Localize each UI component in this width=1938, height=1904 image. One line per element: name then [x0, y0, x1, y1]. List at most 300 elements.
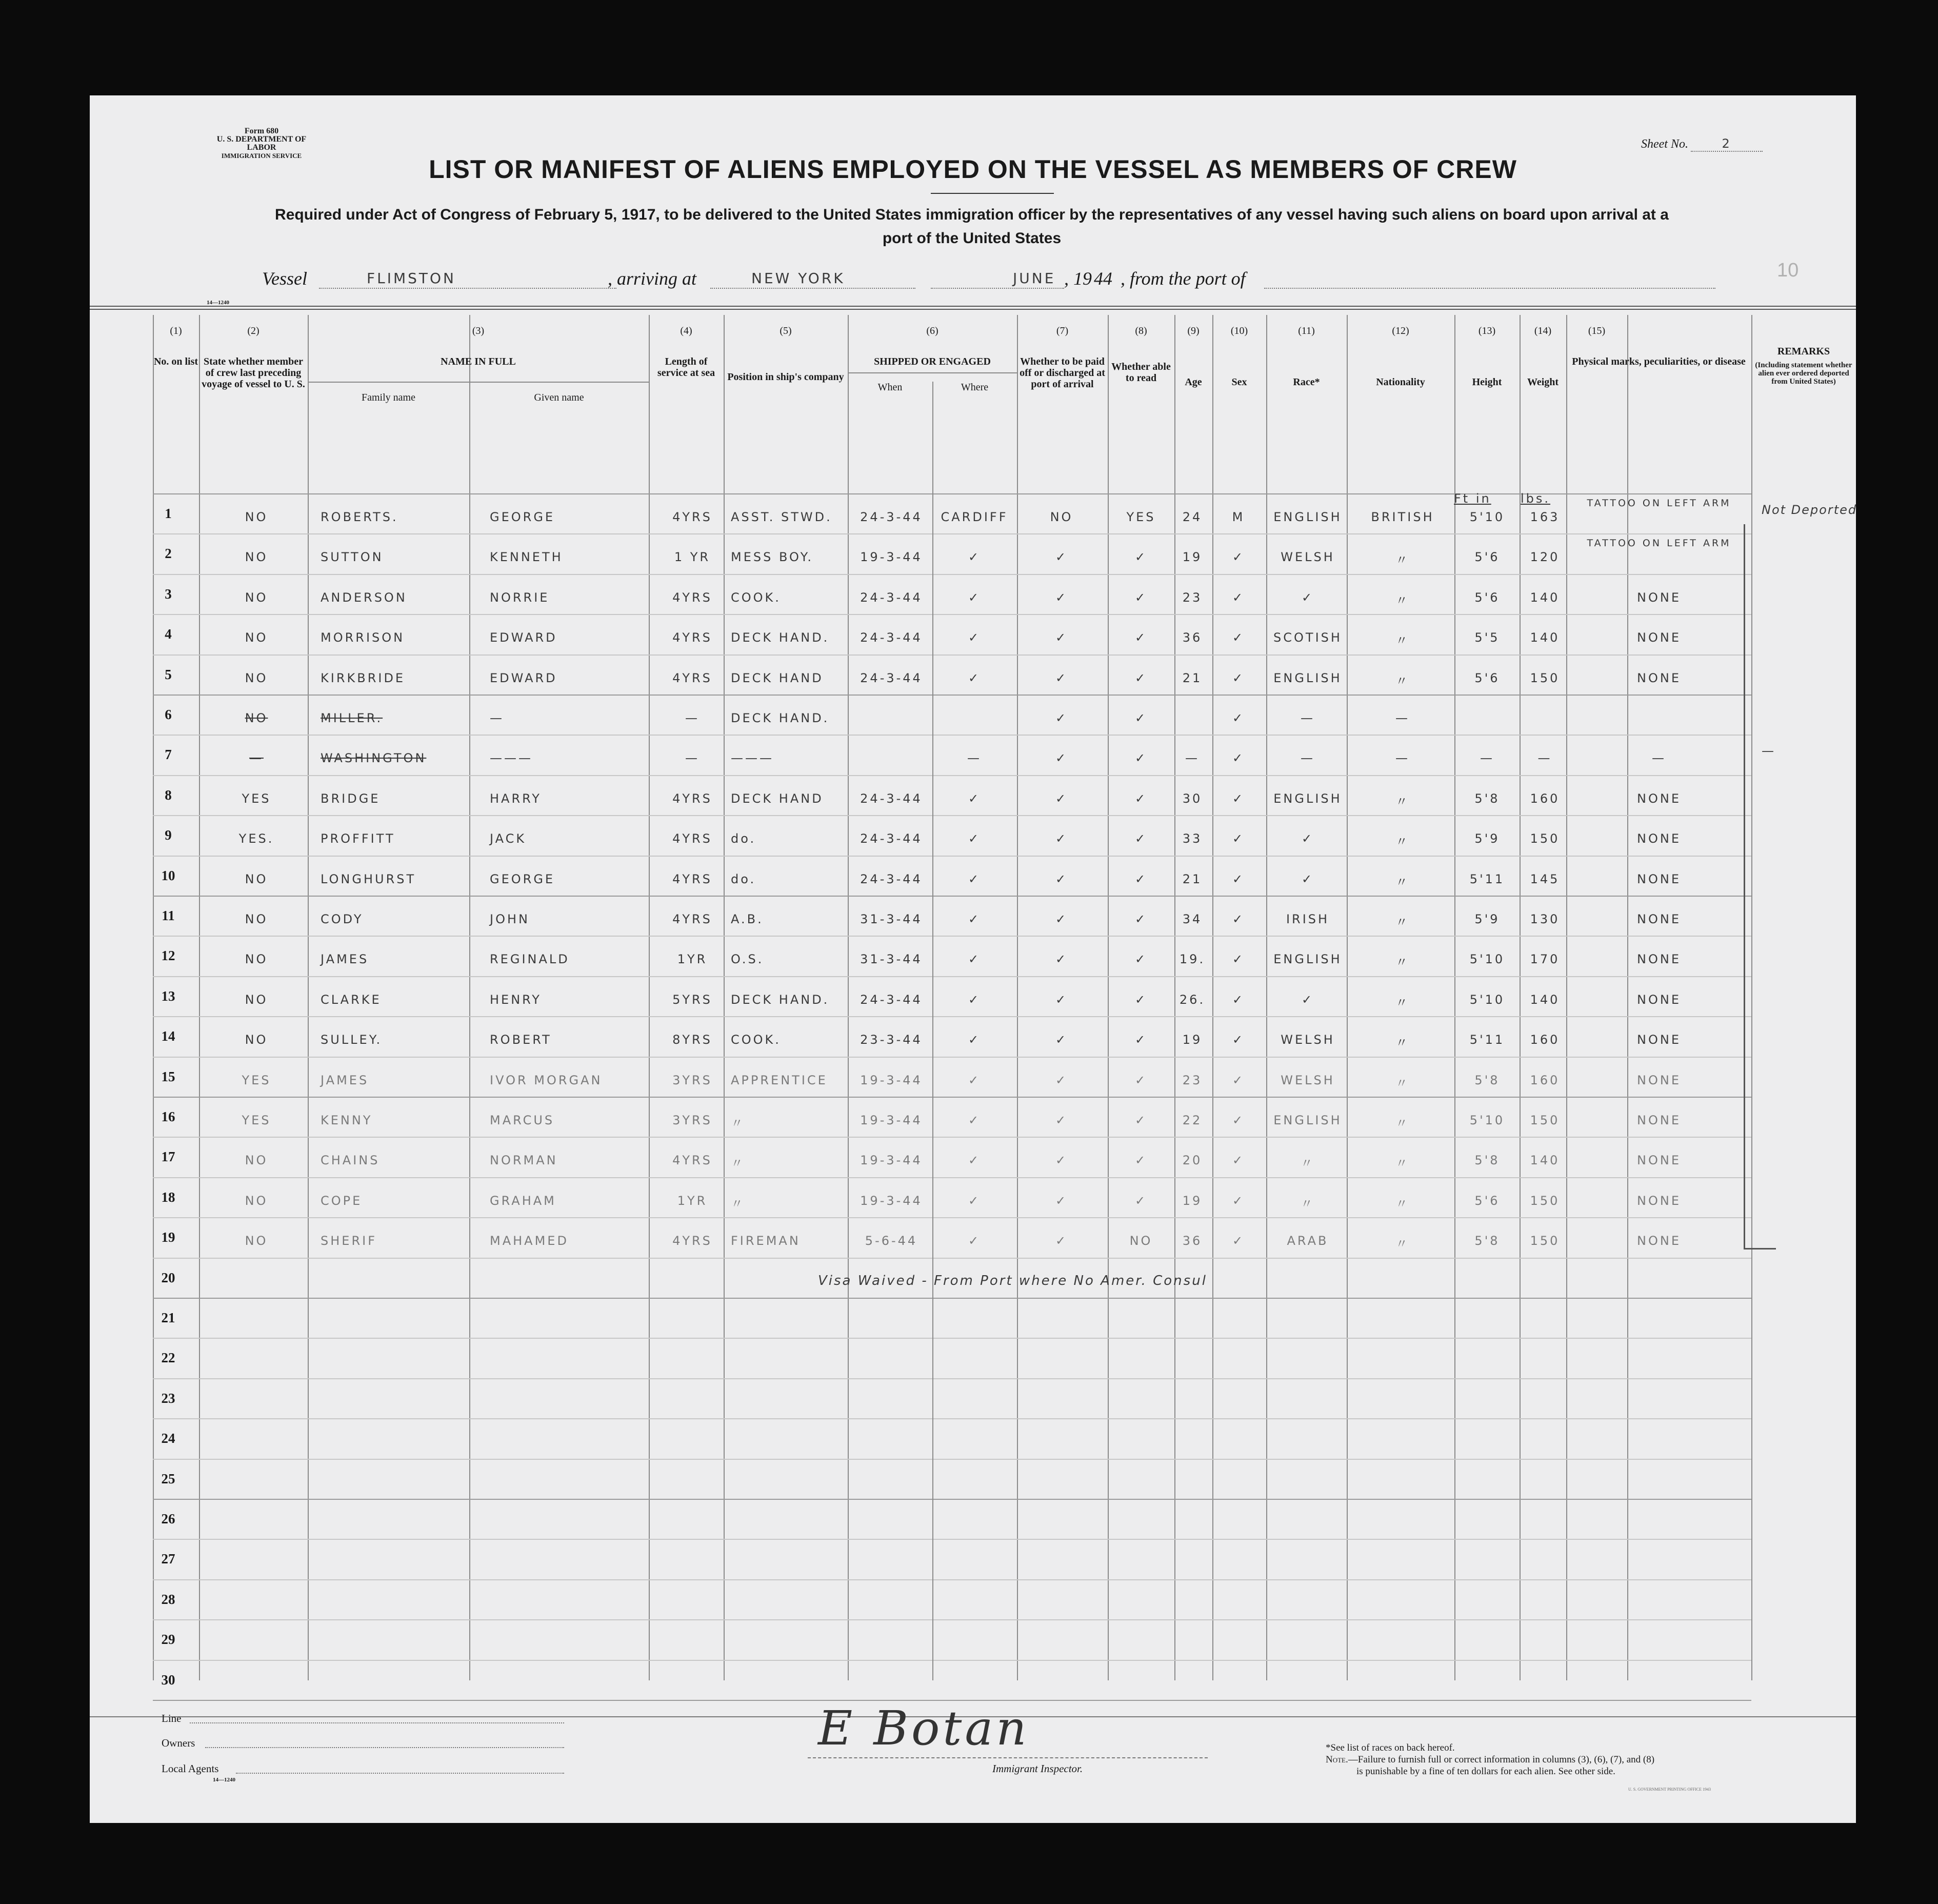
cell-paid[interactable]: ✓ [1055, 590, 1068, 605]
cell-position[interactable]: ASST. STWD. [731, 510, 832, 524]
cell-read[interactable]: ✓ [1134, 831, 1148, 846]
cell-service[interactable]: — [685, 711, 700, 725]
cell-remarks[interactable]: Not Deported [1762, 503, 1857, 517]
cell-sex[interactable]: ✓ [1232, 751, 1245, 766]
cell-when[interactable]: 24-3-44 [860, 992, 923, 1007]
cell-marks[interactable]: TATTOO ON LEFT ARM [1587, 538, 1731, 549]
cell-marks[interactable]: NONE [1637, 831, 1681, 846]
cell-given[interactable]: ROBERT [490, 1033, 552, 1047]
cell-prev[interactable]: YES. [238, 831, 274, 846]
cell-family[interactable]: KENNY [321, 1113, 373, 1127]
cell-marks[interactable]: NONE [1637, 791, 1681, 806]
cell-position[interactable]: 〃 [731, 1196, 745, 1211]
cell-nat[interactable]: 〃 [1395, 1076, 1410, 1090]
cell-read[interactable]: ✓ [1134, 1193, 1148, 1208]
cell-service[interactable]: 4YRS [672, 831, 712, 846]
cell-read[interactable]: ✓ [1134, 791, 1148, 806]
cell-height[interactable]: 5'10 [1469, 952, 1505, 967]
cell-prev[interactable]: YES [242, 1073, 271, 1087]
cell-paid[interactable]: ✓ [1055, 831, 1068, 846]
cell-weight[interactable]: 150 [1530, 670, 1560, 685]
cell-height[interactable]: 5'6 [1474, 550, 1500, 565]
cell-given[interactable]: GEORGE [490, 871, 555, 886]
cell-read[interactable]: ✓ [1134, 590, 1148, 605]
cell-marks[interactable]: NONE [1637, 1153, 1681, 1168]
cell-paid[interactable]: ✓ [1055, 1113, 1068, 1127]
cell-height[interactable]: 5'8 [1474, 1073, 1500, 1087]
cell-weight[interactable]: 145 [1530, 871, 1560, 886]
cell-where[interactable]: ✓ [968, 670, 981, 685]
cell-marks[interactable]: NONE [1637, 952, 1681, 967]
cell-given[interactable]: ——— [490, 751, 533, 766]
cell-sex[interactable]: ✓ [1232, 952, 1245, 967]
cell-paid[interactable]: ✓ [1055, 912, 1068, 926]
cell-family[interactable]: ROBERTS. [321, 510, 398, 524]
cell-read[interactable]: ✓ [1134, 670, 1148, 685]
cell-family[interactable]: BRIDGE [321, 791, 381, 806]
cell-position[interactable]: DECK HAND [731, 670, 824, 685]
cell-sex[interactable]: ✓ [1232, 791, 1245, 806]
cell-family[interactable]: CHAINS [321, 1153, 380, 1168]
cell-race[interactable]: — [1301, 751, 1315, 766]
cell-race[interactable]: ✓ [1301, 992, 1314, 1007]
arriving-port[interactable]: NEW YORK [751, 270, 845, 287]
cell-age[interactable]: 33 [1182, 831, 1203, 846]
cell-height[interactable]: 5'5 [1474, 630, 1500, 645]
cell-nat[interactable]: 〃 [1395, 1237, 1410, 1252]
cell-nat[interactable]: 〃 [1395, 794, 1410, 809]
cell-age[interactable]: 19 [1182, 1033, 1203, 1047]
cell-nat[interactable]: 〃 [1395, 875, 1410, 889]
cell-prev[interactable]: NO [245, 590, 268, 605]
cell-service[interactable]: 4YRS [672, 510, 712, 524]
cell-race[interactable]: ✓ [1301, 831, 1314, 846]
cell-prev[interactable]: NO [245, 871, 268, 886]
cell-given[interactable]: HENRY [490, 992, 542, 1007]
cell-service[interactable]: 4YRS [672, 1234, 712, 1248]
cell-marks[interactable]: — [1652, 751, 1666, 766]
cell-race[interactable]: 〃 [1301, 1196, 1315, 1211]
cell-age[interactable]: 19 [1182, 550, 1203, 565]
cell-weight[interactable]: 150 [1530, 1193, 1560, 1208]
cell-age[interactable]: — [1185, 751, 1200, 766]
cell-given[interactable]: EDWARD [490, 630, 557, 645]
cell-race[interactable]: ✓ [1301, 871, 1314, 886]
cell-where[interactable]: ✓ [968, 1193, 981, 1208]
cell-weight[interactable]: 140 [1530, 1153, 1560, 1168]
cell-read[interactable]: ✓ [1134, 711, 1148, 725]
cell-service[interactable]: — [685, 751, 700, 766]
cell-service[interactable]: 5YRS [672, 992, 712, 1007]
cell-marks[interactable]: NONE [1637, 912, 1681, 926]
cell-age[interactable]: 23 [1182, 590, 1203, 605]
cell-paid[interactable]: ✓ [1055, 1153, 1068, 1168]
cell-read[interactable]: ✓ [1134, 630, 1148, 645]
cell-prev[interactable]: YES [242, 791, 271, 806]
cell-given[interactable]: — [490, 711, 504, 725]
cell-height[interactable]: 5'10 [1469, 992, 1505, 1007]
cell-sex[interactable]: ✓ [1232, 1153, 1245, 1168]
cell-sex[interactable]: M [1232, 510, 1245, 524]
cell-marks[interactable]: NONE [1637, 871, 1681, 886]
cell-family[interactable]: SHERIF [321, 1234, 377, 1248]
cell-where[interactable]: CARDIFF [941, 510, 1008, 524]
cell-when[interactable]: 24-3-44 [860, 670, 923, 685]
cell-sex[interactable]: ✓ [1232, 1113, 1245, 1127]
cell-nat[interactable]: 〃 [1395, 1156, 1410, 1171]
cell-service[interactable]: 4YRS [672, 630, 712, 645]
cell-race[interactable]: ✓ [1301, 590, 1314, 605]
cell-read[interactable]: ✓ [1134, 912, 1148, 926]
cell-where[interactable]: ✓ [968, 871, 981, 886]
cell-service[interactable]: 4YRS [672, 590, 712, 605]
cell-weight[interactable]: 130 [1530, 912, 1560, 926]
cell-age[interactable]: 23 [1182, 1073, 1203, 1087]
cell-weight[interactable]: 160 [1530, 791, 1560, 806]
cell-given[interactable]: MAHAMED [490, 1234, 569, 1248]
vessel-name[interactable]: FLIMSTON [367, 270, 456, 287]
cell-race[interactable]: ENGLISH [1273, 952, 1342, 967]
cell-service[interactable]: 3YRS [672, 1073, 712, 1087]
cell-given[interactable]: GEORGE [490, 510, 555, 524]
cell-paid[interactable]: ✓ [1055, 1073, 1068, 1087]
cell-position[interactable]: COOK. [731, 1033, 781, 1047]
cell-where[interactable]: ✓ [968, 831, 981, 846]
cell-prev[interactable]: NO [245, 711, 268, 725]
cell-paid[interactable]: ✓ [1055, 952, 1068, 967]
cell-where[interactable]: ✓ [968, 992, 981, 1007]
cell-sex[interactable]: ✓ [1232, 711, 1245, 725]
cell-family[interactable]: WASHINGTON [321, 751, 427, 766]
cell-marks[interactable]: NONE [1637, 1193, 1681, 1208]
cell-read[interactable]: ✓ [1134, 952, 1148, 967]
cell-height[interactable]: 5'10 [1469, 1113, 1505, 1127]
cell-service[interactable]: 3YRS [672, 1113, 712, 1127]
cell-age[interactable]: 19. [1179, 952, 1206, 967]
cell-family[interactable]: ANDERSON [321, 590, 407, 605]
cell-given[interactable]: GRAHAM [490, 1193, 556, 1208]
cell-family[interactable]: SULLEY. [321, 1033, 383, 1047]
cell-family[interactable]: LONGHURST [321, 871, 416, 886]
cell-position[interactable]: A.B. [731, 912, 764, 926]
cell-weight[interactable]: 120 [1530, 550, 1560, 565]
cell-nat[interactable]: 〃 [1395, 1116, 1410, 1131]
cell-paid[interactable]: ✓ [1055, 871, 1068, 886]
cell-weight[interactable]: 140 [1530, 590, 1560, 605]
cell-age[interactable]: 34 [1182, 912, 1203, 926]
cell-when[interactable]: 24-3-44 [860, 791, 923, 806]
cell-nat[interactable]: 〃 [1395, 633, 1410, 648]
cell-given[interactable]: REGINALD [490, 952, 570, 967]
cell-race[interactable]: WELSH [1281, 1073, 1335, 1087]
cell-when[interactable]: 24-3-44 [860, 630, 923, 645]
cell-given[interactable]: EDWARD [490, 670, 557, 685]
cell-nat[interactable]: BRITISH [1371, 510, 1434, 524]
cell-where[interactable]: ✓ [968, 550, 981, 565]
cell-family[interactable]: MILLER. [321, 711, 383, 725]
cell-read[interactable]: ✓ [1134, 550, 1148, 565]
cell-height[interactable]: 5'8 [1474, 1153, 1500, 1168]
cell-nat[interactable]: 〃 [1395, 1196, 1410, 1211]
cell-position[interactable]: O.S. [731, 952, 764, 967]
cell-position[interactable]: do. [731, 871, 756, 886]
cell-paid[interactable]: ✓ [1055, 1193, 1068, 1208]
cell-age[interactable]: 21 [1182, 670, 1203, 685]
cell-where[interactable]: ✓ [968, 1113, 981, 1127]
cell-prev[interactable]: NO [245, 1193, 268, 1208]
cell-weight[interactable]: 163 [1530, 510, 1560, 524]
cell-nat[interactable]: — [1395, 711, 1410, 725]
cell-when[interactable]: 19-3-44 [860, 1193, 923, 1208]
cell-marks[interactable]: NONE [1637, 1073, 1681, 1087]
cell-race[interactable]: ARAB [1287, 1234, 1329, 1248]
cell-height[interactable]: 5'8 [1474, 1234, 1500, 1248]
sheet-number[interactable]: 2 [1691, 136, 1763, 152]
cell-sex[interactable]: ✓ [1232, 1033, 1245, 1047]
cell-read[interactable]: ✓ [1134, 1113, 1148, 1127]
cell-height[interactable]: 5'6 [1474, 590, 1500, 605]
cell-service[interactable]: 4YRS [672, 871, 712, 886]
cell-marks[interactable]: NONE [1637, 992, 1681, 1007]
cell-remarks[interactable]: — [1762, 744, 1775, 759]
cell-read[interactable]: YES [1126, 510, 1156, 524]
cell-height[interactable]: 5'6 [1474, 670, 1500, 685]
cell-nat[interactable]: 〃 [1395, 553, 1410, 568]
cell-where[interactable]: ✓ [968, 791, 981, 806]
cell-marks[interactable]: NONE [1637, 670, 1681, 685]
cell-service[interactable]: 1YR [677, 952, 708, 967]
cell-where[interactable]: ✓ [968, 1234, 981, 1248]
cell-weight[interactable]: 160 [1530, 1033, 1560, 1047]
cell-service[interactable]: 8YRS [672, 1033, 712, 1047]
cell-race[interactable]: — [1301, 711, 1315, 725]
cell-family[interactable]: PROFFITT [321, 831, 395, 846]
cell-race[interactable]: WELSH [1281, 1033, 1335, 1047]
cell-marks[interactable]: NONE [1637, 630, 1681, 645]
cell-weight[interactable]: 140 [1530, 992, 1560, 1007]
cell-position[interactable]: FIREMAN [731, 1234, 801, 1248]
cell-prev[interactable]: NO [245, 1033, 268, 1047]
cell-where[interactable]: — [967, 751, 982, 766]
cell-marks[interactable]: NONE [1637, 1033, 1681, 1047]
cell-race[interactable]: IRISH [1286, 912, 1330, 926]
cell-when[interactable]: 19-3-44 [860, 1113, 923, 1127]
cell-sex[interactable]: ✓ [1232, 1234, 1245, 1248]
cell-service[interactable]: 1YR [677, 1193, 708, 1208]
cell-prev[interactable]: NO [245, 1234, 268, 1248]
cell-paid[interactable]: NO [1050, 510, 1073, 524]
cell-read[interactable]: ✓ [1134, 992, 1148, 1007]
cell-race[interactable]: WELSH [1281, 550, 1335, 565]
cell-read[interactable]: ✓ [1134, 1153, 1148, 1168]
cell-weight[interactable]: 150 [1530, 1234, 1560, 1248]
cell-where[interactable]: ✓ [968, 1073, 981, 1087]
cell-family[interactable]: KIRKBRIDE [321, 670, 406, 685]
cell-paid[interactable]: ✓ [1055, 1033, 1068, 1047]
cell-given[interactable]: JOHN [490, 912, 530, 926]
cell-race[interactable]: SCOTISH [1273, 630, 1342, 645]
cell-service[interactable]: 1 YR [674, 550, 711, 565]
cell-family[interactable]: CODY [321, 912, 364, 926]
cell-nat[interactable]: 〃 [1395, 835, 1410, 849]
cell-when[interactable]: 24-3-44 [860, 871, 923, 886]
cell-paid[interactable]: ✓ [1055, 1234, 1068, 1248]
cell-marks[interactable]: TATTOO ON LEFT ARM [1587, 498, 1731, 509]
cell-nat[interactable]: 〃 [1395, 593, 1410, 608]
cell-service[interactable]: 4YRS [672, 912, 712, 926]
cell-nat[interactable]: 〃 [1395, 1036, 1410, 1050]
cell-where[interactable]: ✓ [968, 590, 981, 605]
cell-age[interactable]: 19 [1182, 1193, 1203, 1208]
cell-height[interactable]: 5'9 [1474, 831, 1500, 846]
cell-given[interactable]: MARCUS [490, 1113, 555, 1127]
cell-position[interactable]: DECK HAND. [731, 711, 830, 725]
cell-sex[interactable]: ✓ [1232, 590, 1245, 605]
cell-where[interactable]: ✓ [968, 952, 981, 967]
cell-paid[interactable]: ✓ [1055, 791, 1068, 806]
cell-weight[interactable]: 150 [1530, 831, 1560, 846]
cell-prev[interactable]: NO [245, 1153, 268, 1168]
cell-when[interactable]: 31-3-44 [860, 952, 923, 967]
cell-nat[interactable]: 〃 [1395, 915, 1410, 929]
cell-given[interactable]: HARRY [490, 791, 542, 806]
cell-given[interactable]: NORMAN [490, 1153, 558, 1168]
cell-sex[interactable]: ✓ [1232, 630, 1245, 645]
cell-family[interactable]: MORRISON [321, 630, 405, 645]
cell-race[interactable]: 〃 [1301, 1156, 1315, 1171]
cell-race[interactable]: ENGLISH [1273, 1113, 1342, 1127]
cell-weight[interactable]: 160 [1530, 1073, 1560, 1087]
cell-sex[interactable]: ✓ [1232, 912, 1245, 926]
cell-prev[interactable]: NO [245, 550, 268, 565]
cell-position[interactable]: MESS BOY. [731, 550, 814, 565]
cell-age[interactable]: 21 [1182, 871, 1203, 886]
cell-family[interactable]: JAMES [321, 952, 369, 967]
cell-height[interactable]: 5'9 [1474, 912, 1500, 926]
cell-where[interactable]: ✓ [968, 630, 981, 645]
cell-where[interactable]: ✓ [968, 1153, 981, 1168]
cell-nat[interactable]: 〃 [1395, 673, 1410, 688]
cell-when[interactable]: 24-3-44 [860, 831, 923, 846]
cell-prev[interactable]: YES [242, 1113, 271, 1127]
cell-service[interactable]: 4YRS [672, 1153, 712, 1168]
cell-weight[interactable]: 140 [1530, 630, 1560, 645]
cell-age[interactable]: 36 [1182, 630, 1203, 645]
cell-marks[interactable]: NONE [1637, 1234, 1681, 1248]
cell-given[interactable]: JACK [490, 831, 527, 846]
cell-age[interactable]: 20 [1182, 1153, 1203, 1168]
cell-race[interactable]: ENGLISH [1273, 510, 1342, 524]
cell-sex[interactable]: ✓ [1232, 831, 1245, 846]
cell-nat[interactable]: 〃 [1395, 995, 1410, 1010]
cell-prev[interactable]: — [249, 751, 264, 766]
cell-position[interactable]: DECK HAND. [731, 992, 830, 1007]
cell-read[interactable]: ✓ [1134, 871, 1148, 886]
cell-sex[interactable]: ✓ [1232, 670, 1245, 685]
cell-paid[interactable]: ✓ [1055, 992, 1068, 1007]
cell-prev[interactable]: NO [245, 670, 268, 685]
cell-read[interactable]: NO [1129, 1234, 1153, 1248]
cell-sex[interactable]: ✓ [1232, 871, 1245, 886]
cell-prev[interactable]: NO [245, 952, 268, 967]
cell-where[interactable]: ✓ [968, 1033, 981, 1047]
cell-sex[interactable]: ✓ [1232, 1193, 1245, 1208]
cell-race[interactable]: ENGLISH [1273, 791, 1342, 806]
cell-when[interactable]: 24-3-44 [860, 510, 923, 524]
cell-when[interactable]: 24-3-44 [860, 590, 923, 605]
cell-service[interactable]: 4YRS [672, 791, 712, 806]
cell-paid[interactable]: ✓ [1055, 711, 1068, 725]
cell-when[interactable]: 19-3-44 [860, 1073, 923, 1087]
cell-family[interactable]: CLARKE [321, 992, 382, 1007]
cell-paid[interactable]: ✓ [1055, 670, 1068, 685]
cell-height[interactable]: 5'10 [1469, 510, 1505, 524]
cell-given[interactable]: NORRIE [490, 590, 550, 605]
cell-position[interactable]: DECK HAND [731, 791, 824, 806]
cell-weight[interactable]: 150 [1530, 1113, 1560, 1127]
cell-given[interactable]: KENNETH [490, 550, 563, 565]
cell-height[interactable]: 5'6 [1474, 1193, 1500, 1208]
cell-sex[interactable]: ✓ [1232, 992, 1245, 1007]
cell-position[interactable]: 〃 [731, 1156, 745, 1171]
cell-when[interactable]: 5-6-44 [865, 1234, 918, 1248]
cell-position[interactable]: do. [731, 831, 756, 846]
cell-age[interactable]: 30 [1182, 791, 1203, 806]
cell-prev[interactable]: NO [245, 630, 268, 645]
cell-paid[interactable]: ✓ [1055, 751, 1068, 766]
cell-where[interactable]: ✓ [968, 912, 981, 926]
cell-age[interactable]: 26. [1179, 992, 1206, 1007]
cell-when[interactable]: 23-3-44 [860, 1033, 923, 1047]
cell-height[interactable]: 5'8 [1474, 791, 1500, 806]
cell-height[interactable]: 5'11 [1469, 1033, 1505, 1047]
cell-race[interactable]: ENGLISH [1273, 670, 1342, 685]
cell-marks[interactable]: NONE [1637, 1113, 1681, 1127]
cell-height[interactable]: — [1480, 751, 1494, 766]
cell-position[interactable]: DECK HAND. [731, 630, 830, 645]
cell-nat[interactable]: — [1395, 751, 1410, 766]
cell-age[interactable]: 24 [1182, 510, 1203, 524]
arrival-month[interactable]: JUNE [1013, 270, 1056, 287]
cell-position[interactable]: COOK. [731, 590, 781, 605]
cell-weight[interactable]: 170 [1530, 952, 1560, 967]
cell-when[interactable]: 31-3-44 [860, 912, 923, 926]
cell-paid[interactable]: ✓ [1055, 630, 1068, 645]
cell-sex[interactable]: ✓ [1232, 1073, 1245, 1087]
cell-weight[interactable]: — [1537, 751, 1552, 766]
cell-prev[interactable]: NO [245, 510, 268, 524]
cell-family[interactable]: JAMES [321, 1073, 369, 1087]
cell-service[interactable]: 4YRS [672, 670, 712, 685]
cell-age[interactable]: 36 [1182, 1234, 1203, 1248]
year-suffix[interactable]: 44 [1094, 268, 1112, 289]
cell-age[interactable]: 22 [1182, 1113, 1203, 1127]
cell-prev[interactable]: NO [245, 992, 268, 1007]
cell-family[interactable]: SUTTON [321, 550, 384, 565]
cell-position[interactable]: APPRENTICE [731, 1073, 828, 1087]
cell-given[interactable]: IVOR MORGAN [490, 1073, 603, 1087]
cell-paid[interactable]: ✓ [1055, 550, 1068, 565]
cell-when[interactable]: 19-3-44 [860, 550, 923, 565]
cell-position[interactable]: 〃 [731, 1116, 745, 1131]
cell-sex[interactable]: ✓ [1232, 550, 1245, 565]
cell-nat[interactable]: 〃 [1395, 955, 1410, 970]
cell-read[interactable]: ✓ [1134, 1033, 1148, 1047]
cell-read[interactable]: ✓ [1134, 751, 1148, 766]
cell-height[interactable]: 5'11 [1469, 871, 1505, 886]
cell-when[interactable]: 19-3-44 [860, 1153, 923, 1168]
cell-position[interactable]: ——— [731, 751, 774, 766]
